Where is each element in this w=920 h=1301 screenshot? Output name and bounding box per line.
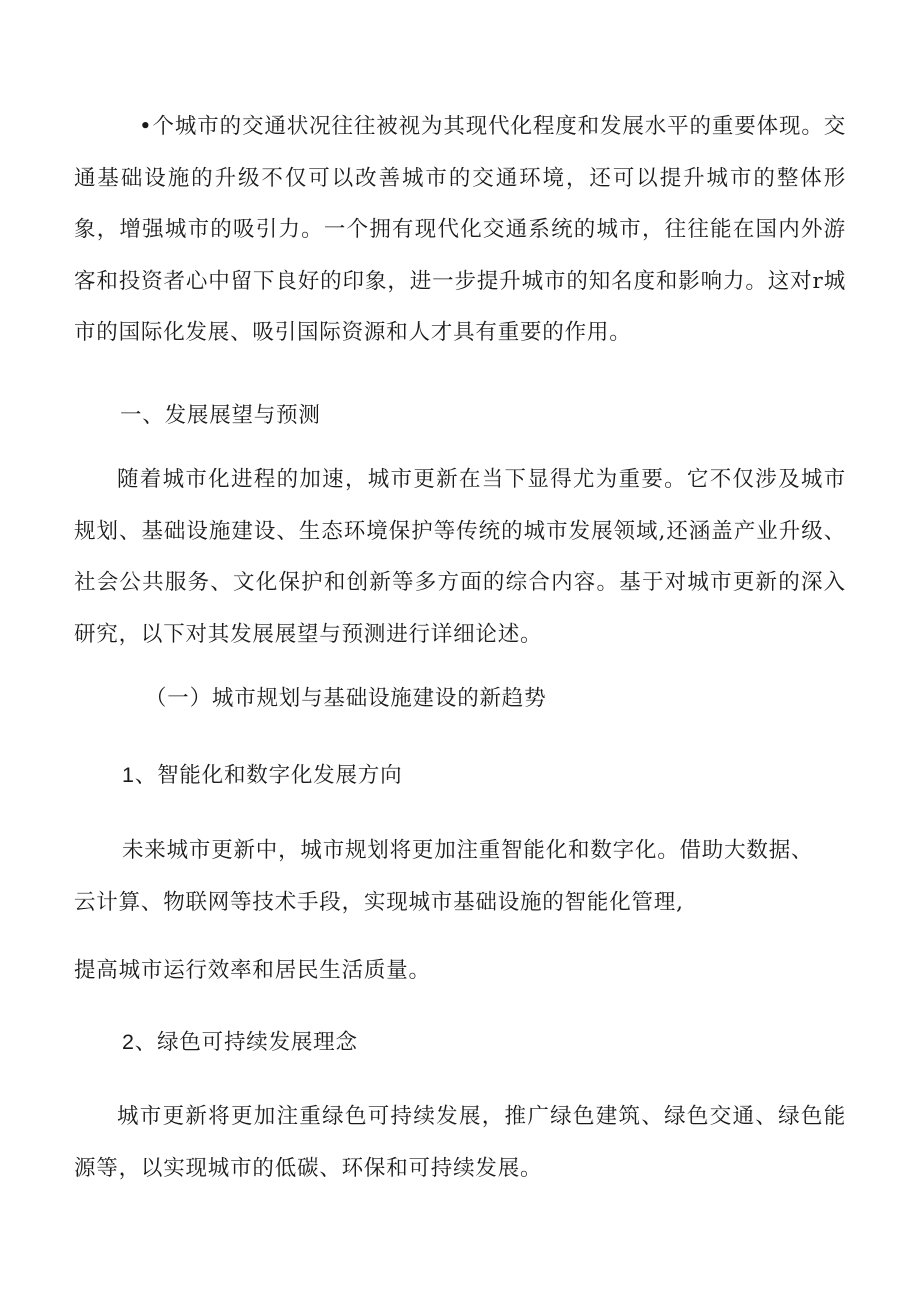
item-heading-green-sustainable	[122, 1027, 358, 1058]
item-heading-smart-digital	[122, 760, 402, 791]
paragraph-smart-line-2: 云计算、物联网等技术手段，实现城市基础设施的智能化管理,	[74, 890, 684, 915]
paragraph-urban-renewal: 随着城市化进程的加速，城市更新在当下显得尤为重要。它不仅涉及城市规划、基础设施建设、生态环境保护等传统的城市发展领域,还涵盖产业升级、社会公共服务、文化保护和创新等多方面的综合内容。基于对城市更新的深入研究，以下对其发展展望与预测进行详细论述。	[74, 467, 846, 647]
subsection-heading-planning-trends: （一）城市规划与基础设施建设的新趋势	[145, 686, 547, 711]
item-number: 1	[122, 763, 135, 787]
paragraph-green-development: 城市更新将更加注重绿色可持续发展，推广绿色建筑、绿色交通、绿色能源等，以实现城市的低碳、环保和可持续发展。	[74, 1104, 846, 1181]
paragraph-smart-line-3: 提高城市运行效率和居民生活质量。	[74, 958, 431, 983]
item-number: 2	[122, 1030, 135, 1054]
item-title: 、绿色可持续发展理念	[134, 1030, 358, 1055]
paragraph-smart-line-1: 未来城市更新中，城市规划将更加注重智能化和数字化。借助大数据、	[122, 838, 814, 863]
section-heading-outlook: 一、发展展望与预测	[120, 403, 321, 428]
paragraph-traffic-modernization: •个城市的交通状况往往被视为其现代化程度和发展水平的重要体现。交通基础设施的升级不仅可以改善城市的交通环境，还可以提升城市的整体形象，增强城市的吸引力。一个拥有现代化交通系统的城市，往往能在国内外游客和投资者心中留下良好的印象，进一步提升城市的知名度和影响力。这对r城市的国际化发展、吸引国际资源和人才具有重要的作用。	[74, 114, 846, 345]
item-title: 、智能化和数字化发展方向	[134, 763, 403, 788]
